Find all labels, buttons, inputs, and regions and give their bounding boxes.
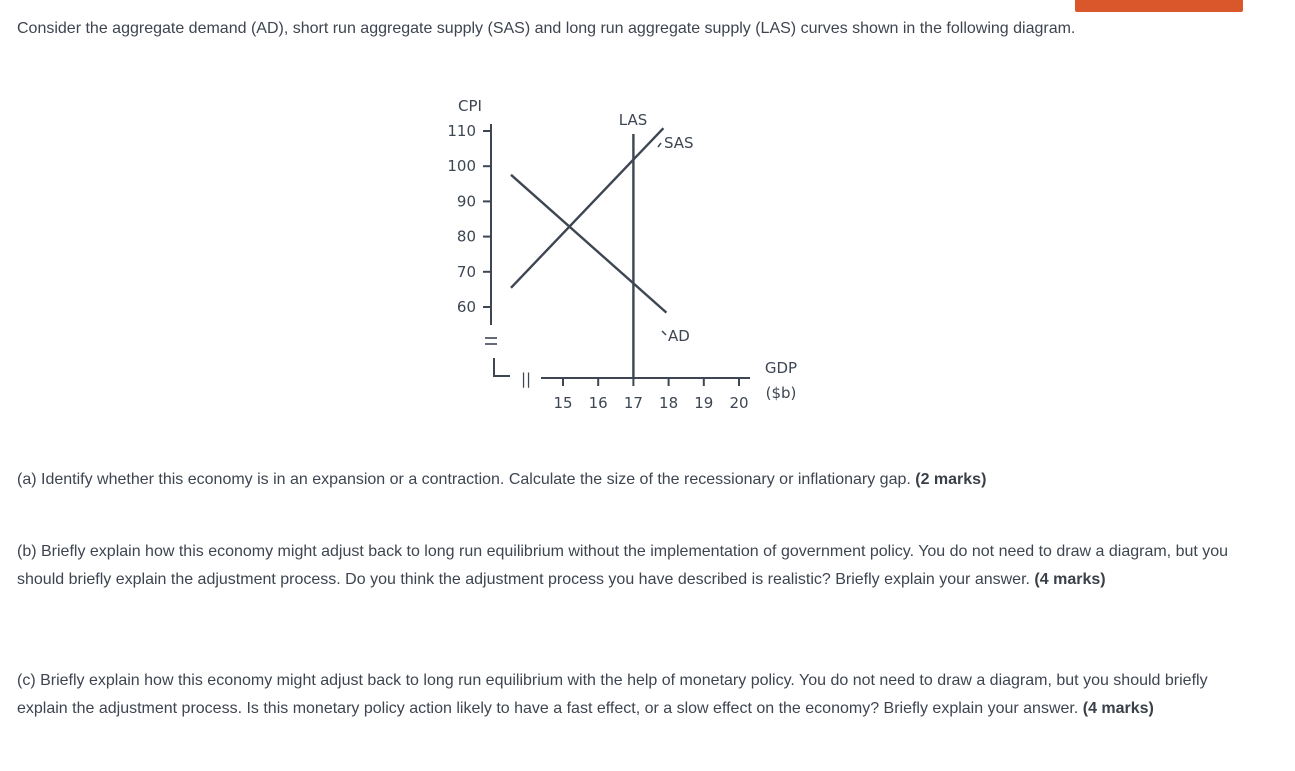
- question-b-marks: (4 marks): [1034, 571, 1106, 588]
- top-orange-button[interactable]: [1075, 0, 1243, 12]
- sas-label-tick: [658, 143, 661, 147]
- x-tick-label-17: 17: [623, 394, 643, 412]
- y-tick-label-110: 110: [447, 122, 476, 140]
- question-b: [17, 538, 1262, 594]
- ad-curve: [511, 175, 666, 313]
- x-tick-label-18: 18: [659, 394, 679, 412]
- sas-curve: [511, 128, 663, 288]
- question-c: [17, 667, 1262, 723]
- question-a: [17, 466, 1277, 494]
- x-tick-label-16: 16: [588, 394, 608, 412]
- x-tick-label-20: 20: [729, 394, 749, 412]
- question-b-text: (b) Briefly explain how this economy might adjust back to long run equilibrium without the implementation of government policy. You do not need to draw a diagram, but you should briefly explain the adjustment process. Do you think the adjustment process you have described is realistic? Briefly explain your answer.: [17, 543, 1229, 588]
- ad-as-diagram: [440, 90, 820, 420]
- curves: [511, 111, 694, 378]
- y-axis-label: CPI: [458, 97, 482, 115]
- x-tick-label-19: 19: [694, 394, 714, 412]
- y-tick-label-100: 100: [447, 157, 476, 176]
- x-axis: [521, 359, 797, 412]
- y-tick-label-80: 80: [456, 227, 476, 246]
- x-axis-label-units: ($b): [765, 384, 797, 402]
- x-tick-label-15: 15: [553, 394, 573, 412]
- las-label: LAS: [618, 111, 648, 129]
- ad-label: AD: [668, 327, 690, 345]
- x-axis-label-gdp: GDP: [764, 359, 798, 377]
- question-c-text: (c) Briefly explain how this economy might adjust back to long run equilibrium with the help of monetary policy. You do not need to draw a diagram, but you should briefly explain the adjustment process. Is this monetary policy action likely to have a fast effect, or a slow effect on the economy? Briefly explain your answer.: [17, 672, 1208, 717]
- question-a-marks: (2 marks): [915, 471, 987, 488]
- intro-text: Consider the aggregate demand (AD), short run aggregate supply (SAS) and long run aggregate supply (LAS) curves shown in the following diagram.: [17, 20, 1076, 37]
- y-axis: [447, 97, 510, 376]
- y-tick-label-90: 90: [456, 192, 476, 211]
- x-axis-break-mark: ||: [520, 370, 532, 388]
- sas-label: SAS: [664, 134, 694, 152]
- axis-origin-corner: [494, 358, 510, 376]
- y-tick-label-70: 70: [456, 262, 476, 281]
- question-a-text: (a) Identify whether this economy is in an expansion or a contraction. Calculate the size of the recessionary or inflationary gap.: [17, 471, 916, 488]
- question-c-marks: (4 marks): [1082, 700, 1154, 717]
- y-tick-label-60: 60: [456, 298, 476, 316]
- ad-label-tick: [662, 331, 666, 335]
